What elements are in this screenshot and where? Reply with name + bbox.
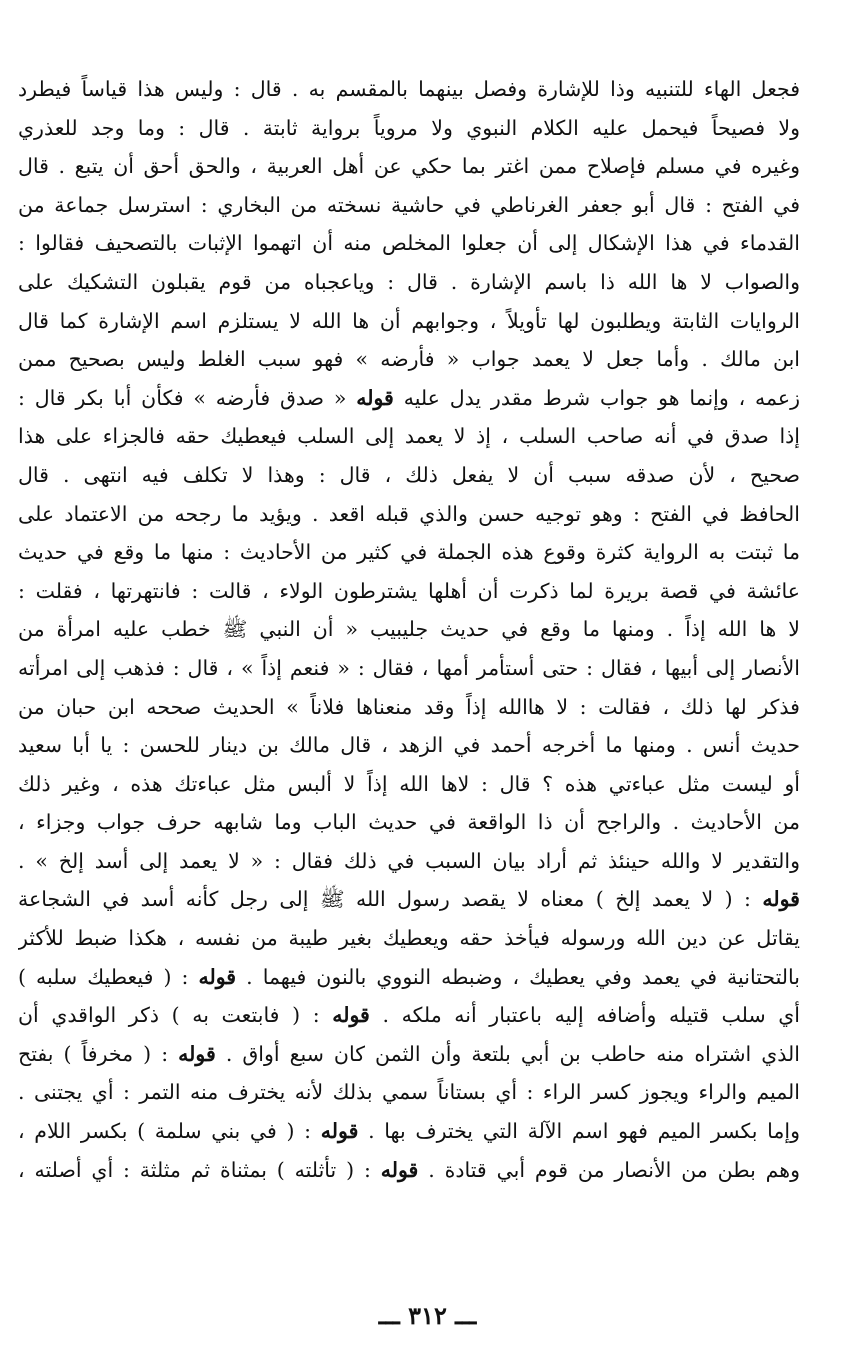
text-line: الحافظ في الفتح : وهو توجيه حسن والذي قبله اقعد . ويؤيد ما رجحه من الاعتماد على [18, 501, 800, 526]
text-line: والصواب لا ها الله ذا باسم الإشارة . قال : وياعجباه من قوم يقبلون التشكيك على [18, 269, 800, 294]
text-line: من الأحاديث . والراجح أن ذا الواقعة في حديث الباب وما شابهه حرف جواب وجزاء ، [18, 810, 800, 835]
text-line: عائشة في قصة بريرة لما ذكرت أن أهلها يشترطون الولاء ، قالت : فانتهرتها ، فقلت : [18, 578, 800, 603]
keyword-qawluhu: قوله [380, 1157, 419, 1182]
text-line: فذكر لها ذلك ، فقالت : لا هاالله إذاً وقد منعناها فلاناً » الحديث صححه ابن حبان من [18, 694, 800, 719]
text-line: الروايات الثابتة ويطلبون لها تأويلاً ، وجوابهم أن ها الله لا يستلزم اسم الإشارة كما قال [18, 308, 800, 333]
text-line: فجعل الهاء للتنبيه وذا للإشارة وفصل بينهما بالمقسم به . قال : وليس هذا قياساً فيطرد [18, 77, 800, 101]
keyword-qawluhu: قوله [178, 1041, 216, 1066]
text-line: وإما بكسر الميم فهو اسم الآلة التي يخترف بها . قوله : ( في بني سلمة ) بكسر اللام ، [18, 1119, 800, 1144]
text-line: ما ثبتت به الرواية كثرة وقوع هذه الجملة في كثير من الأحاديث : منها ما وقع في حديث [18, 540, 800, 565]
text-line: صحيح ، لأن صدقه سبب أن لا يفعل ذلك ، قال : وهذا لا تكلف فيه انتهى . قال [18, 462, 800, 487]
text-line: بالتحتانية في يعمد وفي يعطيك ، وضبطه النووي بالنون فيهما . قوله : ( فيعطيك سلبه ) [18, 964, 800, 989]
text-line: ولا فصيحاً فيحمل عليه الكلام النبوي ولا مروياً برواية ثابتة . قال : وما وجد للعذري [18, 115, 800, 140]
keyword-qawluhu: قوله [762, 887, 800, 912]
text-line: ابن مالك . وأما جعل لا يعمد جواب « فأرضه » فهو سبب الغلط وليس بصحيح ممن [18, 347, 800, 372]
keyword-qawluhu: قوله [320, 1119, 359, 1144]
keyword-qawluhu: قوله [198, 964, 237, 989]
keyword-qawluhu: قوله [356, 385, 394, 410]
text-line: أي سلب قتيله وأضافه إليه باعتبار أنه ملكه . قوله : ( فابتعت به ) ذكر الواقدي أن [18, 1003, 800, 1028]
text-line: وغيره في مسلم فإصلاح ممن اغتر بما حكي عن أهل العربية ، والحق أحق أن يتبع . قال [18, 154, 800, 179]
page-number: ـــ ٣١٢ ـــ [378, 1301, 477, 1330]
text-line: يقاتل عن دين الله ورسوله فيأخذ حقه ويعطيك بغير طيبة من نفسه ، هكذا ضبط للأكثر [18, 926, 800, 951]
text-line: إذا صدق في أنه صاحب السلب ، إذ لا يعمد إلى السلب فيعطيك حقه فالجزاء على هذا [18, 424, 800, 449]
text-line: لا ها الله إذاً . ومنها ما وقع في حديث جليبيب « أن النبي ﷺ خطب عليه امرأة من [18, 617, 800, 642]
text-line: أو ليست مثل عباءتي هذه ؟ قال : لاها الله إذاً لا ألبس مثل عباءتك هذه ، وغير ذلك [18, 771, 800, 796]
text-line: في الفتح : قال أبو جعفر الغرناطي في حاشية نسخته من البخاري : استرسل جماعة من [18, 192, 800, 217]
text-line: حديث أنس . ومنها ما أخرجه أحمد في الزهد ، قال مالك بن دينار للحسن : يا أبا سعيد [18, 733, 800, 758]
text-line: القدماء في هذا الإشكال إلى أن جعلوا المخلص منه أن اتهموا الإثبات بالتصحيف فقالوا : [18, 231, 800, 256]
text-line: وهم بطن من الأنصار من قوم أبي قتادة . قوله : ( تأثلته ) بمثناة ثم مثلثة : أي أصلته ، [18, 1157, 800, 1182]
text-line: زعمه ، وإنما هو جواب شرط مقدر يدل عليه قوله « صدق فأرضه » فكأن أبا بكر قال : [18, 385, 800, 410]
text-line: الأنصار إلى أبيها ، فقال : حتى أستأمر أمها ، فقال : « فنعم إذاً » ، قال : فذهب إلى امرأته [18, 655, 800, 680]
text-line: والتقدير لا والله حينئذ ثم أراد بيان السبب في ذلك فقال : « لا يعمد إلى أسد إلخ » . [18, 848, 800, 873]
keyword-qawluhu: قوله [332, 1003, 370, 1028]
text-line: الميم والراء ويجوز كسر الراء : أي بستاناً سمي بذلك لأنه يخترف منه التمر : أي يجتنى . [18, 1080, 800, 1105]
text-line: قوله : ( لا يعمد إلخ ) معناه لا يقصد رسول الله ﷺ إلى رجل كأنه أسد في الشجاعة [18, 887, 800, 912]
text-line: الذي اشتراه منه حاطب بن أبي بلتعة وأن الثمن كان سبع أواق . قوله : ( مخرفاً ) بفتح [18, 1041, 800, 1066]
commentary-text [18, 70, 800, 1189]
